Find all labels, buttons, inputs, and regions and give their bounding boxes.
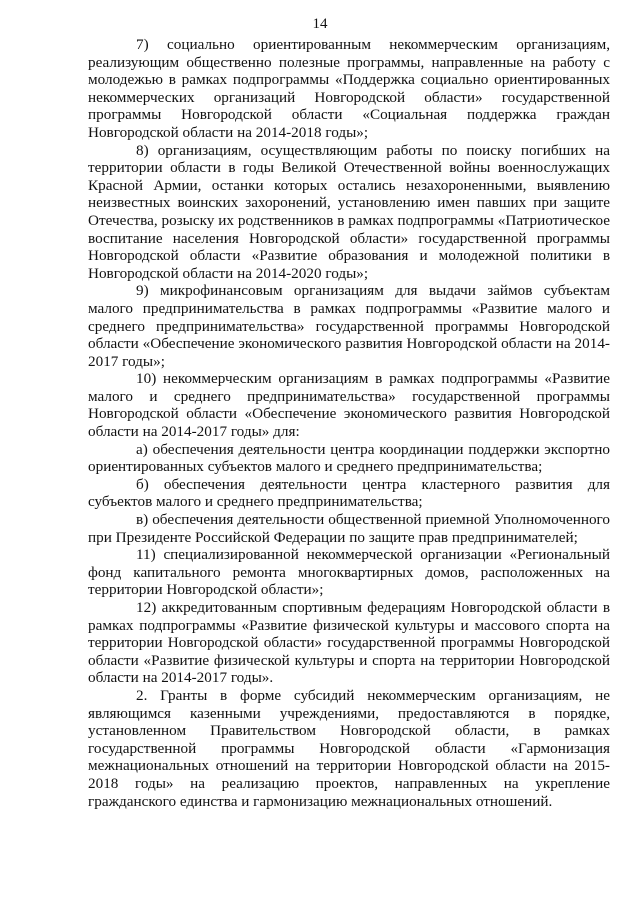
- paragraph-section-2: 2. Гранты в форме субсидий некоммерческим организациям, не являющимся казенными учреждениями, предоставляются в порядке, установленном Правительством Новгородской области, в рамках государственной программы Новгородской области «Гармонизация межнациональных отношений на территории Новгородской области на 2015-2018 годы» на реализацию проектов, направленных на укрепление гражданского единства и гармонизацию межнациональных отношений.: [88, 686, 610, 810]
- paragraph-item-10: 10) некоммерческим организациям в рамках подпрограммы «Развитие малого и среднего предпринимательства» государственной программы Новгородской области «Обеспечение экономического развития Новгородской области на 2014-2017 годы» для:: [88, 370, 610, 441]
- page-number: 14: [312, 16, 328, 32]
- paragraph-item-7: 7) социально ориентированным некоммерческим организациям, реализующим общественно полезные программы, направленные на работу с молодежью в рамках подпрограммы «Поддержка социально ориентированных некоммерческих организаций Новгородской области» государственной программы Новгородской области «Социальная поддержка граждан Новгородской области на 2014-2018 годы»;: [88, 36, 610, 141]
- paragraph-item-9: 9) микрофинансовым организациям для выдачи займов субъектам малого предпринимательства в рамках подпрограммы «Развитие малого и среднего предпринимательства» государственной программы Новгородской области «Обеспечение экономического развития Новгородской области на 2014-2017 годы»;: [88, 282, 610, 370]
- paragraph-item-8: 8) организациям, осуществляющим работы по поиску погибших на территории области в годы Великой Отечественной войны военнослужащих Красной Армии, останки которых остались незахороненными, выявлению неизвестных воинских захоронений, установлению имен павших при защите Отечества, розыску их родственников в рамках подпрограммы «Патриотическое воспитание населения Новгородской области» государственной программы Новгородской области «Развитие образования и молодежной политики в Новгородской области на 2014-2020 годы»;: [88, 141, 610, 282]
- paragraph-subitem-a: а) обеспечения деятельности центра координации поддержки экспортно ориентированных субъектов малого и среднего предпринимательства;: [88, 440, 610, 476]
- paragraph-subitem-v: в) обеспечения деятельности общественной приемной Уполномоченного при Президенте Российской Федерации по защите прав предпринимателей;: [88, 511, 610, 546]
- paragraph-item-11: 11) специализированной некоммерческой организации «Региональный фонд капитального ремонта многоквартирных домов, расположенных на территории Новгородской области»;: [88, 546, 610, 599]
- document-body: [88, 36, 610, 810]
- paragraph-subitem-b: б) обеспечения деятельности центра кластерного развития для субъектов малого и среднего предпринимательства;: [88, 475, 610, 511]
- paragraph-item-12: 12) аккредитованным спортивным федерациям Новгородской области в рамках подпрограммы «Развитие физической культуры и массового спорта на территории Новгородской области» государственной программы Новгородской области «Развитие физической культуры и спорта на территории Новгородской области на 2014-2017 годы».: [88, 599, 610, 687]
